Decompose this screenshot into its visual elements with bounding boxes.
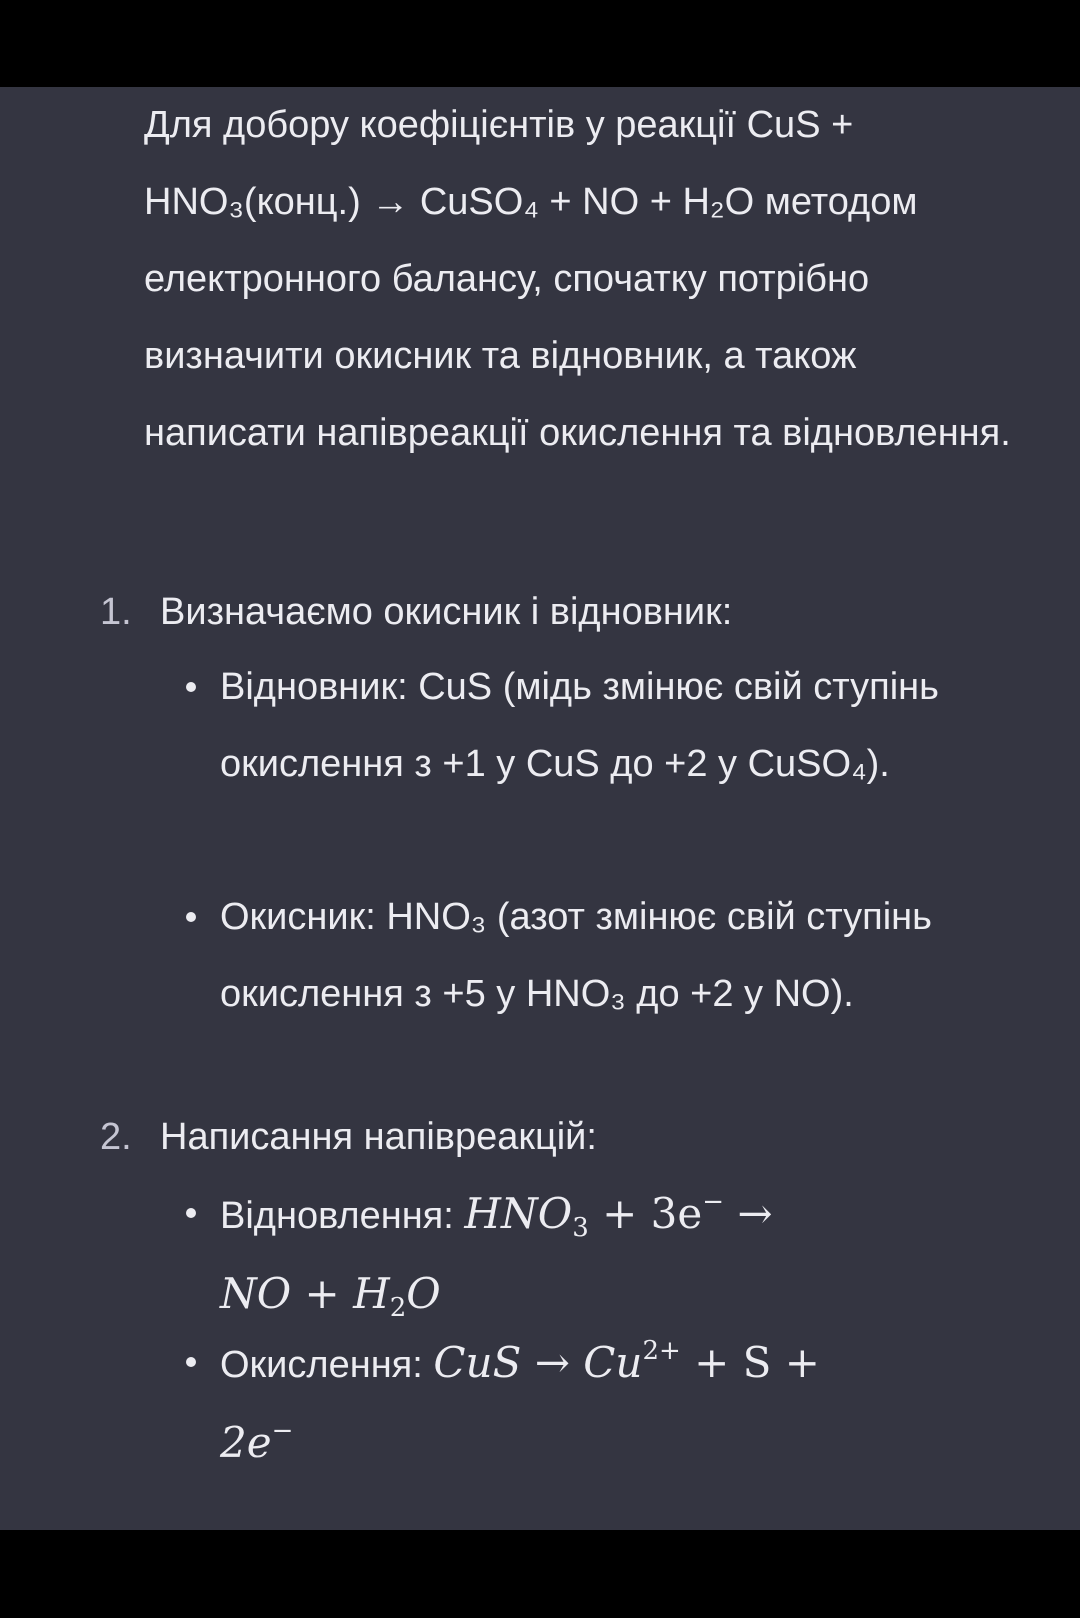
ordered-list-item-2 <box>100 1099 1040 1176</box>
bullet-text: Відновник: CuS (мідь змінює свій ступінь окислення з +1 у CuS до +2 у CuSO₄). <box>220 666 939 785</box>
list-number-2: 2. <box>100 1116 132 1158</box>
bullet-dot <box>186 1357 196 1367</box>
bullet-item-oxidation <box>220 1324 1010 1484</box>
reduction-equation: $HNO_3 + 3e^-$ → NO + $H_2O$ <box>220 1187 773 1323</box>
step-1-title: Визначаємо окисник і відновник: <box>160 591 733 633</box>
reduction-label: Відновлення: <box>220 1195 454 1237</box>
bullet-dot <box>186 1208 196 1218</box>
oxidation-equation: CuS → $Cu^{2+} + S$ + 2e− <box>220 1336 820 1467</box>
oxidation-label: Окислення: <box>220 1344 423 1386</box>
step-2-title: Написання напівреакцій: <box>160 1116 597 1158</box>
chat-message-content <box>0 87 1080 1530</box>
intro-paragraph: Для добору коефіцієнтів у реакції CuS + HNO₃(конц.) → CuSO₄ + NO + H₂O методом електронного балансу, спочатку потрібно визначити окисник та відновник, а також написати напівреакції окислення та відновлення. <box>144 104 1011 454</box>
bottom-black-bar <box>0 1530 1080 1618</box>
bullet-dot <box>186 912 196 922</box>
bullet-item-reducer <box>220 649 1010 803</box>
ordered-list-item-1 <box>100 574 1040 651</box>
top-black-bar <box>0 0 1080 87</box>
bullet-item-reduction <box>220 1175 1010 1335</box>
list-number-1: 1. <box>100 591 132 633</box>
bullet-item-oxidizer <box>220 879 1010 1033</box>
bullet-dot <box>186 682 196 692</box>
bullet-text: Окисник: HNO₃ (азот змінює свій ступінь окислення з +5 у HNO₃ до +2 у NO). <box>220 896 932 1015</box>
